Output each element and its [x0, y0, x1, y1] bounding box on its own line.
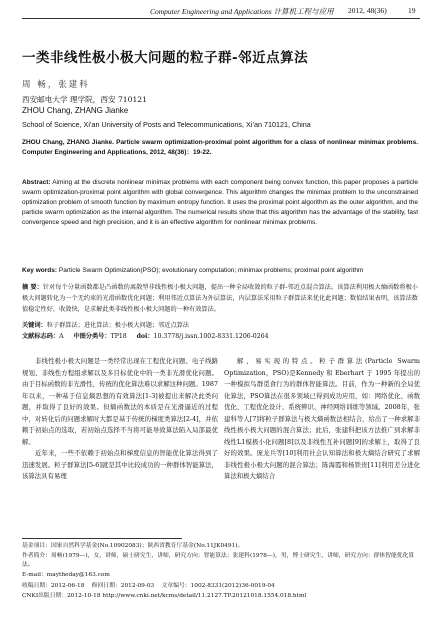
doi-label: doi：	[136, 333, 154, 340]
volume-issue: 2012, 48(36)	[348, 6, 387, 15]
keywords-english	[22, 266, 418, 276]
footnote-dates	[22, 582, 418, 591]
doc-code: A	[59, 333, 64, 340]
abstract-english-text: Aiming at the discrete nonlinear minimax problems with each component being convex function, this paper proposes a particle swarm optimization-proximal point algorithm with global convergence. This algorithm changes the minimax problem to the unconstrained optimization problem of smooth function by maximum entropy function. It uses the proximal point algorithm as the outer algorithm, and the particle swarm optimization as the internal algorithm. The numerical results show that this algorithm has the advantage of the stability, fast convergence speed and high precision, and it is an effective algorithm for nonlinear minimax problems.	[22, 179, 418, 226]
article-number: 文章编号：1002-8331(2012)36-0019-04	[161, 583, 275, 589]
body-paragraph: 解、易实现的特点。粒子群算法(Particle Swarm Optimization，PSO)是Kennedy 和 Eberhart 于 1995 年提出的一种模拟鸟群觅食行为的群体智能算法。目前，作为一种新的全局优化算法，PSO算法在很多领域已得到成功应用，如：网络优化、函数优化、工程优化设计、系统辨识、神经网络训练等领域。2008年，张建科等人[7]将粒子群算法与极大熵函数法相结合，给出了一种求解非线性极小极大问题的混合算法；此后，张建科把该方法推广到求解非线性L1模极小化问题[8]以及非线性互补问题[9]的求解上，取得了良好的效果。庞龙兵等[10]利用社会认知算法和极大熵结合研究了求解非线性极小极大问题的混合算法；陈海霞和杨铁贵[11]利用差分进化算法和极大熵结合	[224, 357, 420, 480]
article-title: 一类非线性极小极大问题的粒子群-邻近点算法	[22, 50, 309, 66]
abstract-english	[22, 178, 418, 228]
doc-code-label: 文献标志码：	[22, 333, 60, 340]
keywords-chinese-label: 关键词：	[22, 322, 47, 329]
affiliation-chinese: 西安邮电大学 理学院，西安 710121	[22, 95, 147, 104]
keywords-english-text: Particle Swarm Optimization(PSO); evolutionary computation; minimax problems; proximal point algorithm	[58, 267, 364, 274]
footnote-email: E-mail：maytheday@163.com	[22, 572, 110, 578]
received-date: 收稿日期：2012-06-18	[22, 583, 85, 589]
keywords-english-label: Key words:	[22, 267, 58, 274]
body-column-left	[22, 356, 218, 483]
keywords-chinese-text: 粒子群算法；进化算法；极小极大问题；邻近点算法	[46, 322, 190, 329]
document-info	[22, 331, 418, 342]
body-paragraph: 近年来，一些不依赖于初始点和梯度信息的智能优化算法得到了迅速发展。粒子群算法[5-6]就是其中比较成功的一种群体智能算法，该算法具有易理	[22, 449, 218, 480]
citation-english: ZHOU Chang, ZHANG Jianke. Particle swarm optimization-proximal point algorithm for a class of nonlinear minimax problems. Computer Engineering and Applications, 2012, 48(36)：19-22.	[22, 139, 418, 156]
abstract-chinese	[22, 282, 418, 315]
clc-number: TP18	[110, 333, 127, 340]
clc-label: 中图分类号：	[73, 333, 111, 340]
page-number: 19	[408, 6, 416, 15]
footnote-rule	[22, 538, 182, 539]
abstract-chinese-text: 针对每个分量函数都是凸函数的离散型非线性极小极大问题，提出一种全局收敛的粒子群-邻近点混合算法。该算法利用极大熵函数将极小极大问题转化为一个无约束的光滑函数优化问题；利用邻近点算法为外层算法，内层算法采用粒子群算法来优化此问题；数值结果表明，该算法数值稳定性好，收敛快，是求解此类非线性极小极大问题的一种有效算法。	[22, 284, 418, 313]
header-rule	[22, 18, 420, 19]
abstract-chinese-label: 摘 要：	[22, 284, 43, 291]
footnote-author-bio: 作者简介：周畅(1979—)，女，讲师，硕士研究生，讲师，研究方向：智能算法；张建科(1978—)，男，博士研究生，讲师，研究方向：群体智能优化算法。	[22, 553, 415, 568]
authors-english: ZHOU Chang, ZHANG Jianke	[22, 106, 129, 115]
abstract-english-label: Abstract:	[22, 179, 51, 186]
journal-header: Computer Engineering and Applications 计算机工程与应用	[150, 7, 334, 16]
footnote-fund: 基金项目：国家自然科学基金(No.10902083)；陕西省教育厅基金(No.11JK0491)。	[22, 543, 244, 549]
revised-date: 修回日期：2012-09-03	[91, 583, 155, 589]
authors-chinese: 周 畅，张建科	[22, 80, 90, 90]
affiliation-english: School of Science, Xi’an University of Posts and Telecommunications, Xi’an 710121, China	[22, 120, 311, 129]
doi: 10.3778/j.issn.1002-8331.1206-0264	[153, 333, 269, 340]
footnote-cnki: CNKI出版日期：2012-10-18 http://www.cnki.net/kcms/detail/11.2127.TP.20121018.1554.018.html	[22, 593, 307, 599]
body-column-right	[224, 356, 420, 483]
body-paragraph: 非线性极小极大问题是一类经常出现在工程优化问题、电子线路规划、非线性方程组求解以及多目标优化中的一类非光滑优化问题。由于目标函数的非光滑性，传统的优化算法难以求解这种问题。1987年以来，一种基于信息熵思想的有效算法[1-3]被提出来解决此类问题，并取得了良好的效果。但熵函数法的本质是在光滑逼近的过程中，对转化后的问题求解时大都是基于传统的梯度类算法[2-4]，并依赖于初始点的选取，若初始点选择不当将可能导致算法陷入局部最优解。	[22, 357, 218, 446]
keywords-chinese	[22, 320, 418, 331]
